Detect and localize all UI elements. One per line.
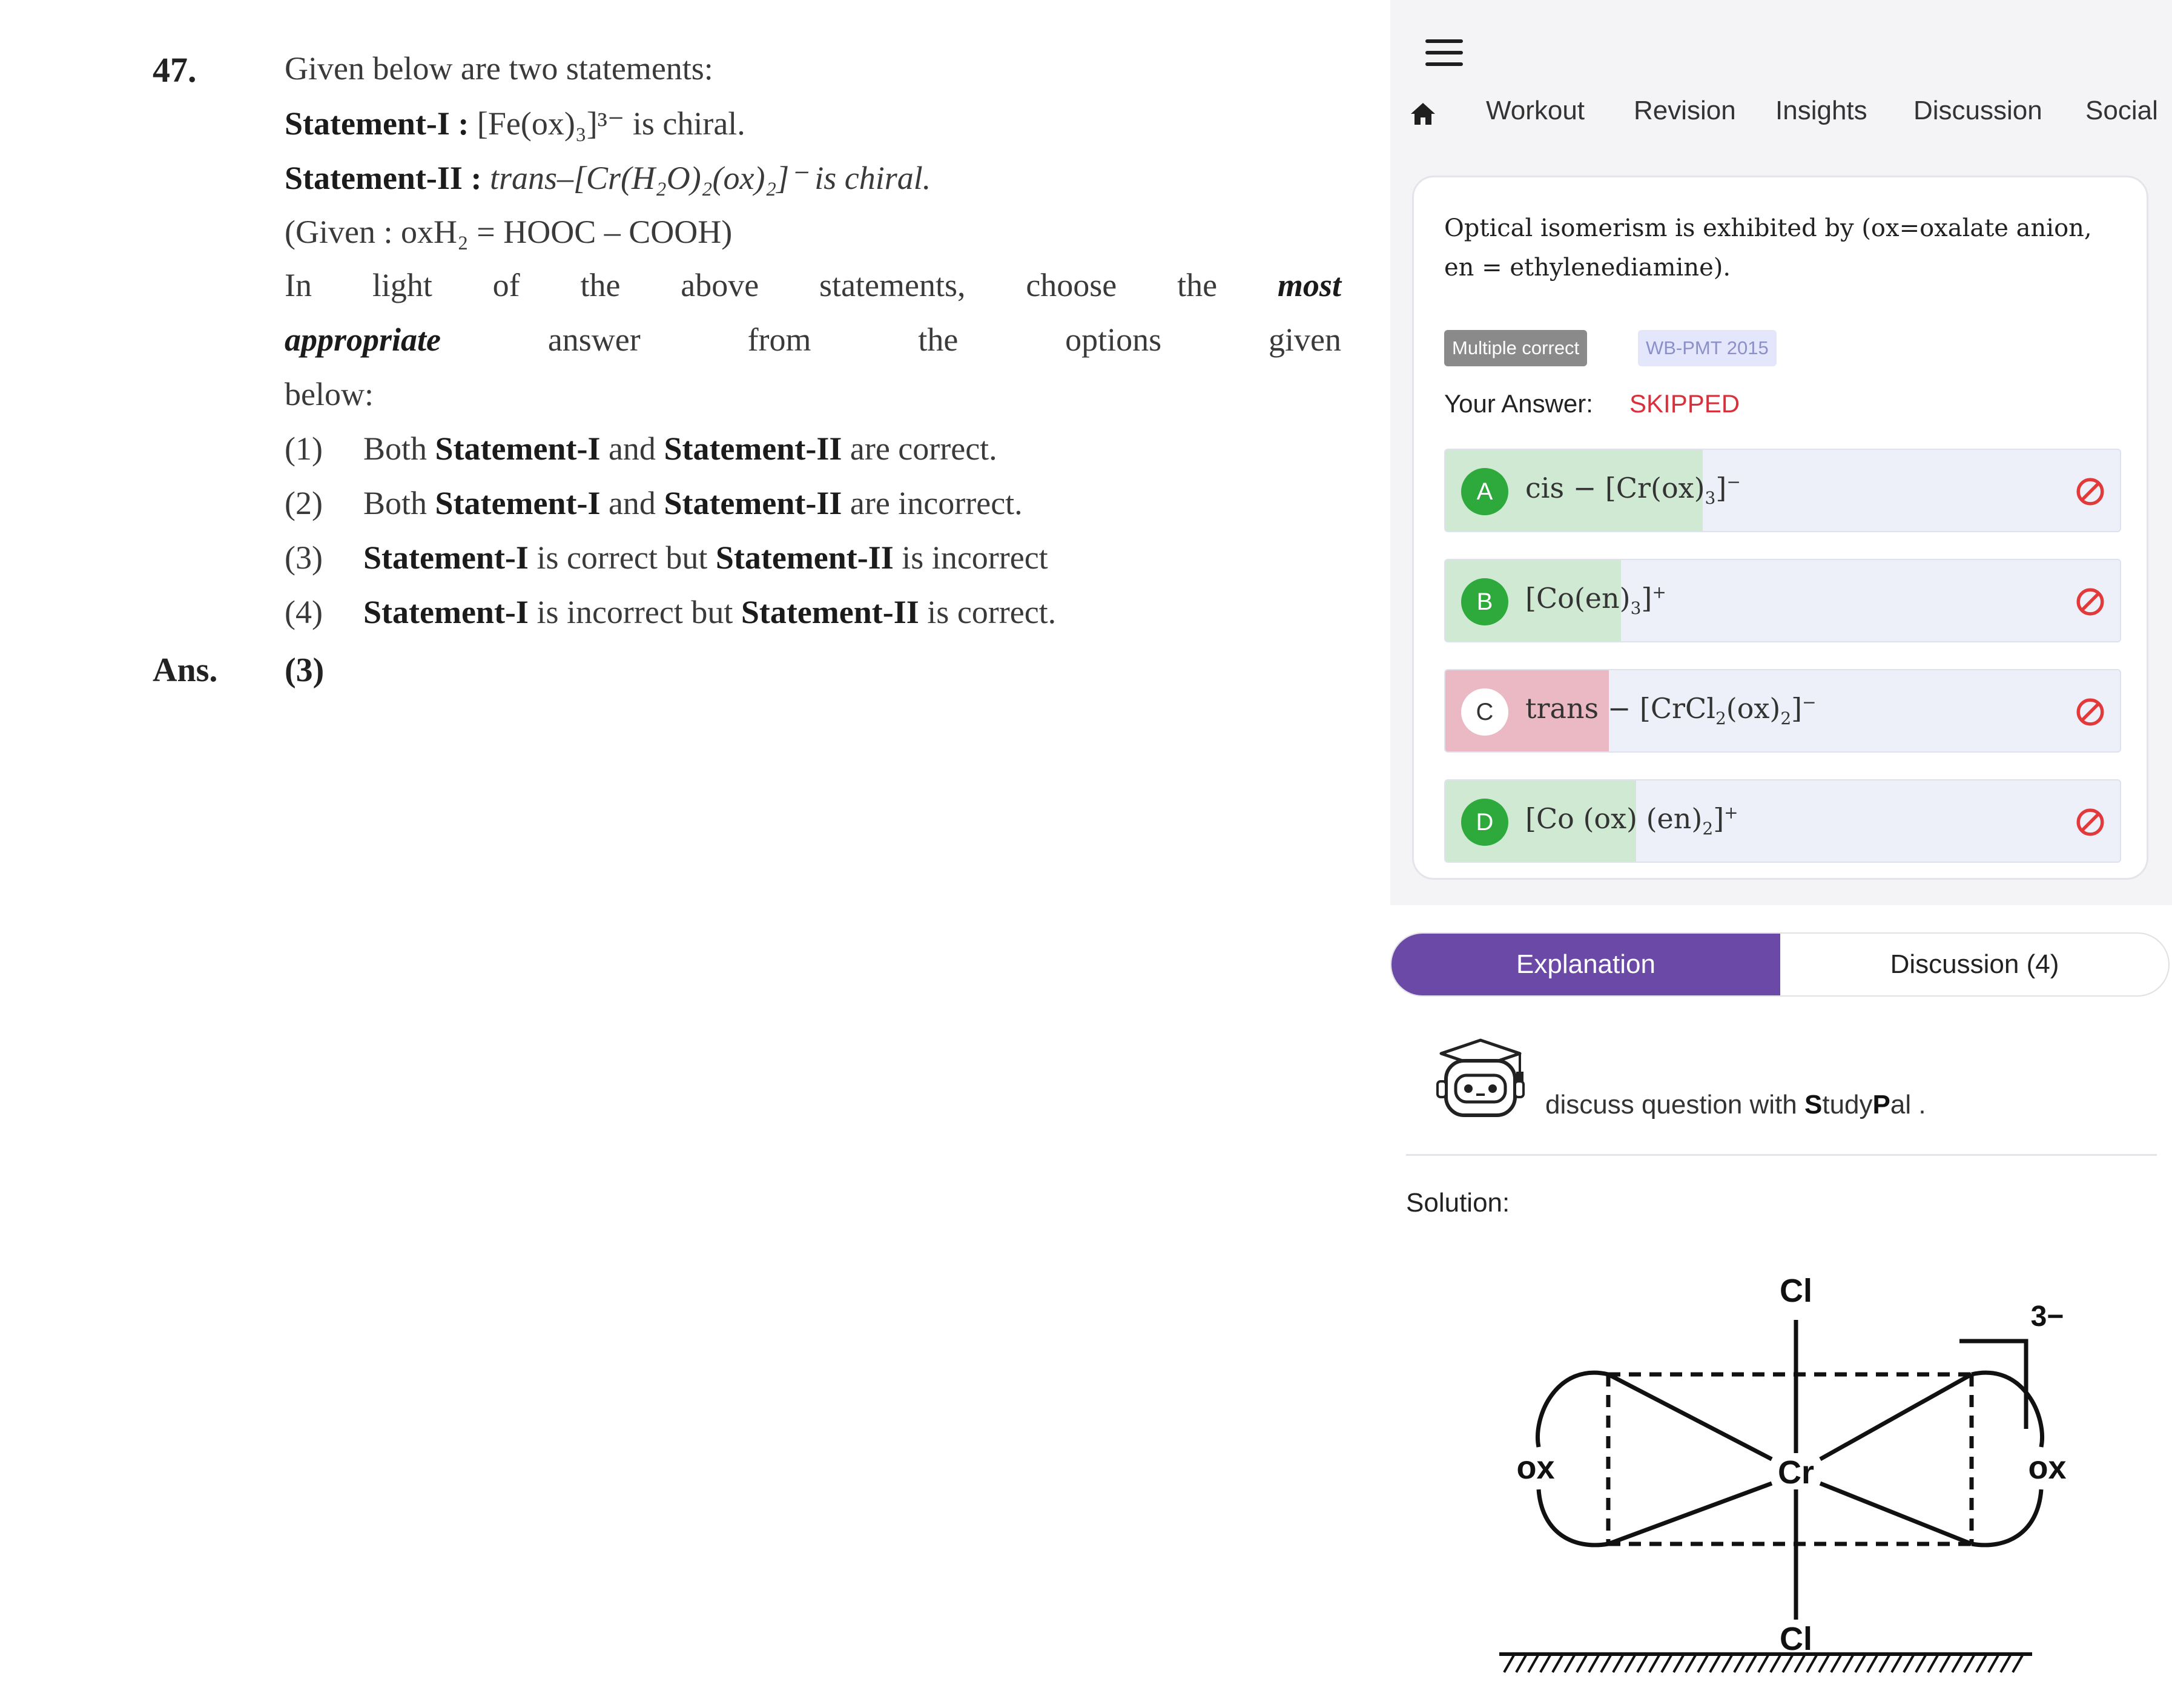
app-panel bbox=[1390, 0, 2172, 1708]
tab-revision[interactable]: Revision bbox=[1634, 96, 1736, 125]
option-d-formula: [Co (ox) $(en)_2]^+$ bbox=[1525, 802, 1738, 839]
tab-workout[interactable]: Workout bbox=[1486, 96, 1585, 125]
option-a[interactable] bbox=[1444, 449, 2121, 532]
instruction-word: given bbox=[1269, 321, 1341, 358]
statement-1 bbox=[285, 104, 745, 142]
solution-tabs bbox=[1390, 932, 2170, 997]
instruction-word: from bbox=[747, 321, 811, 358]
option-b[interactable] bbox=[1444, 559, 2121, 642]
statement-1-label: Statement-I : bbox=[285, 105, 469, 142]
diagram-label-top: Cl bbox=[1780, 1273, 1812, 1309]
question-intro: Given below are two statements: bbox=[285, 50, 713, 87]
option-letter-d: D bbox=[1461, 799, 1508, 846]
tab-social[interactable]: Social bbox=[2085, 96, 2158, 125]
scan-option-number: (3) bbox=[285, 539, 323, 576]
diagram-label-bottom: Cl bbox=[1780, 1621, 1812, 1657]
tab-discussion-count[interactable]: Discussion (4) bbox=[1890, 949, 2059, 979]
instruction-word: above bbox=[681, 267, 759, 303]
studypal-link[interactable]: discuss question with StudyPal . bbox=[1545, 1090, 1926, 1119]
instruction-line-1 bbox=[285, 266, 1341, 304]
scan-option-text: Both Statement-I and Statement-II are correct. bbox=[363, 430, 997, 467]
tab-discussion[interactable]: Discussion bbox=[1913, 96, 2042, 125]
block-icon[interactable] bbox=[2075, 587, 2105, 617]
hamburger-menu-icon[interactable] bbox=[1425, 39, 1463, 68]
instruction-word: choose bbox=[1026, 267, 1117, 303]
solution-label: Solution: bbox=[1406, 1188, 1510, 1218]
instruction-word: light bbox=[372, 267, 432, 303]
option-c[interactable] bbox=[1444, 669, 2121, 753]
tab-insights[interactable]: Insights bbox=[1775, 96, 1867, 125]
instruction-line-3: below: bbox=[285, 376, 374, 412]
your-answer-label: Your Answer: bbox=[1444, 389, 1593, 418]
statement-1-text: [Fe(ox)₃]³⁻ is chiral. bbox=[477, 105, 745, 142]
diagram-label-center: Cr bbox=[1777, 1454, 1815, 1491]
studypal-robot-icon[interactable] bbox=[1429, 1035, 1532, 1120]
instruction-word: the bbox=[1177, 267, 1218, 303]
scan-option-text: Both Statement-I and Statement-II are incorrect. bbox=[363, 485, 1023, 521]
scan-option-number: (4) bbox=[285, 594, 323, 630]
answer-label: Ans. bbox=[153, 651, 218, 689]
block-icon[interactable] bbox=[2075, 697, 2105, 727]
question-type-badge: Multiple correct bbox=[1444, 330, 1587, 366]
instruction-word: the bbox=[580, 267, 621, 303]
scan-option-text: Statement-I is incorrect but Statement-II is correct. bbox=[363, 594, 1057, 630]
question-card bbox=[1412, 176, 2148, 880]
statement-2-label: Statement-II : bbox=[285, 160, 482, 196]
statement-2 bbox=[285, 159, 931, 197]
option-d[interactable] bbox=[1444, 779, 2121, 863]
option-letter-a: A bbox=[1461, 468, 1508, 515]
option-letter-c: C bbox=[1461, 688, 1508, 736]
option-letter-b: B bbox=[1461, 578, 1508, 625]
instruction-word: of bbox=[492, 267, 520, 303]
block-icon[interactable] bbox=[2075, 476, 2105, 507]
option-b-formula: $[Co(en)_3]^+$ bbox=[1525, 582, 1666, 619]
diagram-label-left: ox bbox=[1516, 1449, 1555, 1486]
answer-value: (3) bbox=[285, 651, 325, 689]
instruction-word: In bbox=[285, 267, 312, 303]
instruction-word-most: most bbox=[1277, 267, 1341, 303]
your-answer-value: SKIPPED bbox=[1629, 389, 1740, 418]
question-text: Optical isomerism is exhibited by (ox=oxalate anion, en = ethylenediamine). bbox=[1444, 214, 2092, 282]
statement-2-text: trans–[Cr(H₂O)₂(ox)₂]⁻ is chiral. bbox=[489, 160, 931, 196]
solution-structure-diagram bbox=[1499, 1265, 2093, 1689]
tab-explanation[interactable]: Explanation bbox=[1391, 934, 1780, 995]
scan-option-number: (2) bbox=[285, 485, 323, 521]
top-nav bbox=[1390, 91, 2172, 139]
home-icon[interactable] bbox=[1407, 99, 1439, 128]
instruction-word: statements, bbox=[819, 267, 966, 303]
diagram-label-right: ox bbox=[2028, 1449, 2067, 1486]
option-c-formula: trans − $[CrCl_2(ox)_2]^-$ bbox=[1525, 692, 1817, 729]
divider bbox=[1406, 1154, 2157, 1156]
instruction-word: answer bbox=[547, 321, 641, 358]
option-a-formula: cis − $[Cr(ox)_3]^-$ bbox=[1525, 472, 1741, 509]
scan-option-number: (1) bbox=[285, 430, 323, 467]
instruction-line-2 bbox=[285, 321, 1341, 358]
exam-source-badge: WB-PMT 2015 bbox=[1638, 330, 1777, 366]
instruction-word: options bbox=[1065, 321, 1162, 358]
scan-option-text: Statement-I is correct but Statement-II is incorrect bbox=[363, 539, 1048, 576]
diagram-label-charge: 3− bbox=[2030, 1301, 2064, 1333]
instruction-word-appropriate: appropriate bbox=[285, 321, 441, 358]
given-note: (Given : oxH₂ = HOOC – COOH) bbox=[285, 214, 733, 250]
question-number: 47. bbox=[153, 50, 197, 90]
block-icon[interactable] bbox=[2075, 807, 2105, 837]
instruction-word: the bbox=[918, 321, 959, 358]
